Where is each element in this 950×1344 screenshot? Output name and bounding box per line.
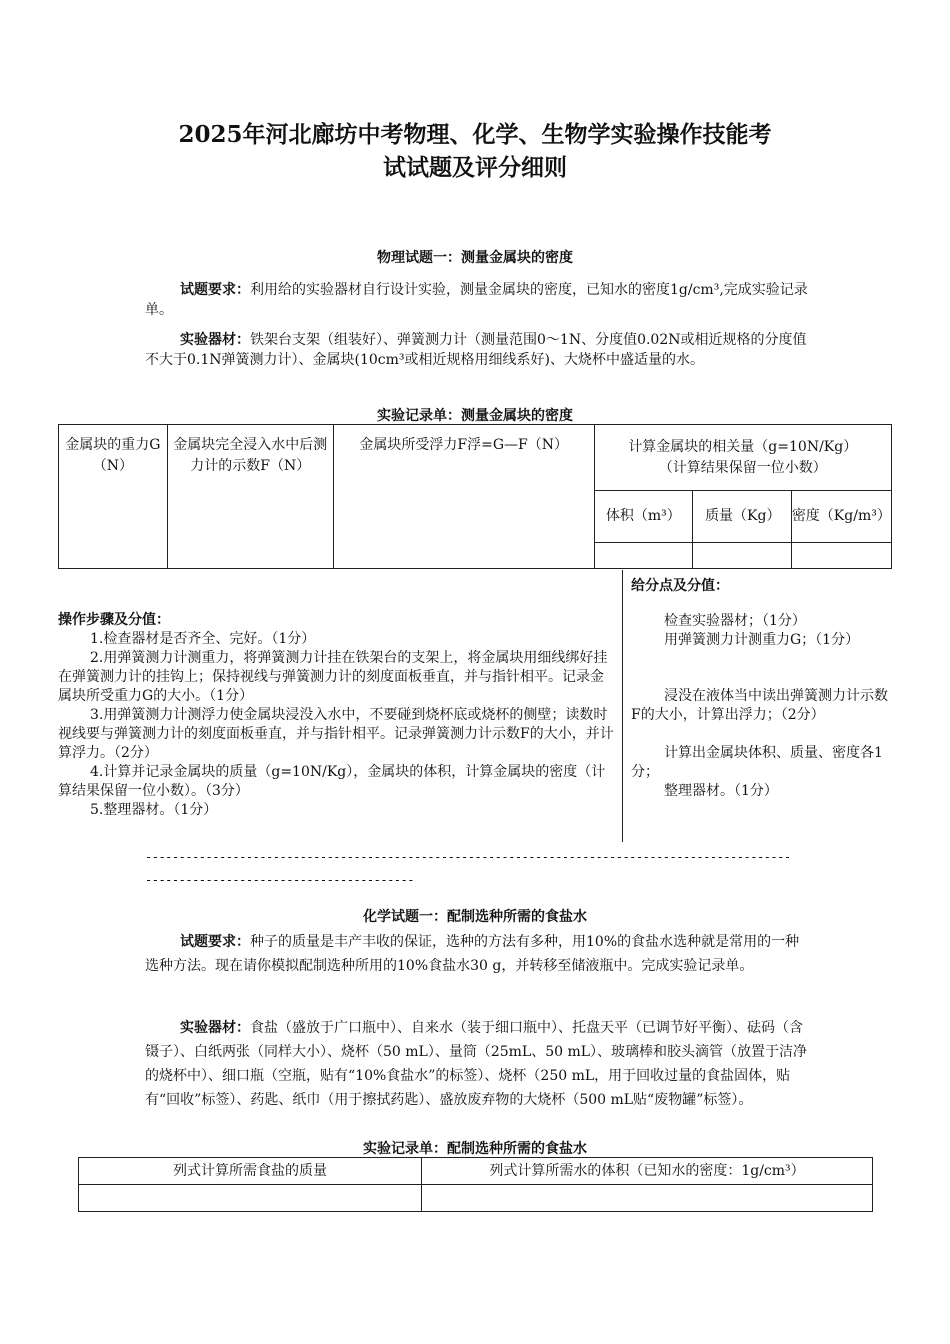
chemistry-record-table xyxy=(78,1157,873,1212)
step-5: 5.整理器材。（1分） xyxy=(90,802,218,818)
col-reading-header: 金属块完全浸入水中后测力计的示数F（N） xyxy=(167,425,333,569)
score-1: 检查实验器材；（1分） xyxy=(664,613,806,629)
volume-value-cell[interactable] xyxy=(594,543,693,569)
physics-req-label: 试题要求： xyxy=(180,282,250,298)
salt-mass-cell[interactable] xyxy=(79,1185,422,1212)
step-4: 4.计算并记录金属块的质量（g=10N/Kg），金属块的体积，计算金属块的密度（计算结果保留一位小数）。（3分） xyxy=(58,764,606,799)
physics-req-text: 利用给的实验器材自行设计实验，测量金属块的密度，已知水的密度1g/cm³,完成实验记录单。 xyxy=(145,282,808,318)
physics-record-table xyxy=(58,424,892,569)
chemistry-materials xyxy=(145,1016,810,1112)
chemistry-mat-text: 食盐（盛放于广口瓶中）、自来水（装于细口瓶中）、托盘天平（已调节好平衡）、砝码（含镊子）、白纸两张（同样大小）、烧杯（50 mL）、量筒（25mL、50 mL）、玻璃棒和胶头滴管（放置于洁净的烧杯中）、细口瓶（空瓶，贴有“10%食盐水”的标签）、烧杯（250 mL，用于回收过量的食盐固体，贴有“回收”标签）、药匙、纸巾（用于擦拭药匙）、盛放废弃物的大烧杯（500 mL贴“废物罐”标签）。 xyxy=(145,1020,808,1108)
chemistry-mat-label: 实验器材： xyxy=(180,1020,250,1036)
salt-mass-header: 列式计算所需食盐的质量 xyxy=(79,1158,422,1185)
chemistry-record-title: 实验记录单：配制选种所需的食盐水 xyxy=(363,1141,587,1157)
score-points xyxy=(631,577,897,801)
step-1: 1.检查器材是否齐全、完好。（1分） xyxy=(90,631,316,647)
calc-header-line2: （计算结果保留一位小数） xyxy=(658,459,827,476)
chemistry-req-text: 种子的质量是丰产丰收的保证，选种的方法有多种，用10%的食盐水选种就是常用的一种选种方法。现在请你模拟配制选种所用的10%食盐水30 g，并转移至储液瓶中。完成实验记录单。 xyxy=(145,934,800,974)
score-label: 给分点及分值： xyxy=(631,578,729,594)
sub-volume-header: 体积（m³） xyxy=(594,491,693,543)
sub-mass-header: 质量（Kg） xyxy=(693,491,792,543)
col-calc-header xyxy=(594,425,891,491)
chemistry-requirement xyxy=(145,930,810,978)
score-3: 浸没在液体当中读出弹簧测力计示数F的大小，计算出浮力；（2分） xyxy=(631,688,888,723)
density-value-cell[interactable] xyxy=(791,543,891,569)
steps-label: 操作步骤及分值： xyxy=(58,612,170,628)
step-3: 3.用弹簧测力计测浮力使金属块浸没入水中，不要碰到烧杯底或烧杯的侧壁；读数时视线要与弹簧测力计的刻度面板垂直，并与指针相平。记录弹簧测力计示数F的大小，并计算浮力。（2分） xyxy=(58,707,614,761)
water-volume-header: 列式计算所需水的体积（已知水的密度：1g/cm³） xyxy=(422,1158,873,1185)
chemistry-req-label: 试题要求： xyxy=(180,934,250,950)
separator-line-2: ---------------------------------------- xyxy=(145,873,414,887)
sub-density-header: 密度（Kg/m³） xyxy=(791,491,891,543)
step-2: 2.用弹簧测力计测重力，将弹簧测力计挂在铁架台的支架上，将金属块用细线绑好挂在弹簧测力计的挂钩上；保持视线与弹簧测力计的刻度面板垂直，并与指针相平。记录金属块所受重力G的大小。（1分） xyxy=(58,650,608,704)
physics-materials xyxy=(145,330,810,370)
operation-steps xyxy=(58,611,616,820)
col-buoyancy-header: 金属块所受浮力F浮=G—F（N） xyxy=(333,425,594,569)
separator-line-1: ------------------------------------------------------------------------------------------------ xyxy=(145,850,791,864)
mass-value-cell[interactable] xyxy=(693,543,792,569)
page-title: 2025年河北廊坊中考物理、化学、生物学实验操作技能考 xyxy=(178,121,772,148)
physics-requirement xyxy=(145,280,810,320)
col-weight-header: 金属块的重力G（N） xyxy=(59,425,168,569)
physics-record-title: 实验记录单：测量金属块的密度 xyxy=(377,408,573,424)
chemistry-heading: 化学试题一：配制选种所需的食盐水 xyxy=(363,909,587,925)
water-volume-cell[interactable] xyxy=(422,1185,873,1212)
physics-heading: 物理试题一：测量金属块的密度 xyxy=(377,250,573,266)
calc-header-line1: 计算金属块的相关量（g=10N/Kg） xyxy=(628,438,858,455)
score-5: 整理器材。（1分） xyxy=(664,783,778,799)
score-2: 用弹簧测力计测重力G；（1分） xyxy=(664,632,860,648)
column-divider xyxy=(622,570,623,842)
page-title-line2: 试试题及评分细则 xyxy=(383,154,567,181)
physics-mat-label: 实验器材： xyxy=(180,332,250,348)
physics-mat-text: 铁架台支架（组装好）、弹簧测力计（测量范围0～1N、分度值0.02N或相近规格的分度值不大于0.1N弹簧测力计）、金属块(10cm³或相近规格用细线系好)、大烧杯中盛适量的水。 xyxy=(145,332,807,368)
score-4: 计算出金属块体积、质量、密度各1分； xyxy=(631,745,883,780)
